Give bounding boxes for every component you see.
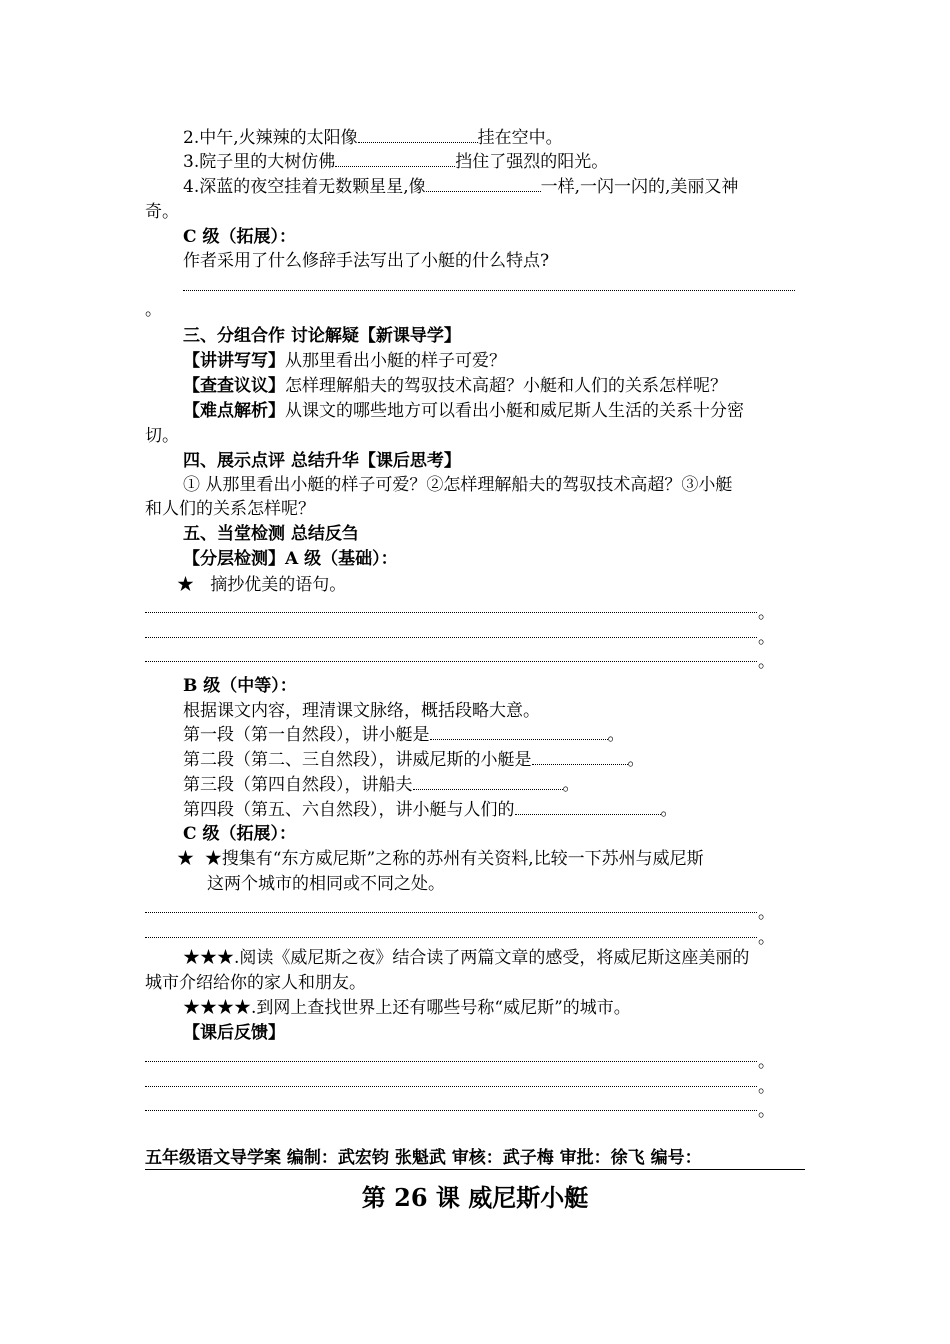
section-4-text: ① 从那里看出小艇的样子可爱？②怎样理解船夫的驾驭技术高超？③小艇 (183, 475, 733, 495)
answer-line[interactable] (145, 1110, 757, 1111)
section-3-cont: 切。 (145, 426, 179, 446)
summary-text: 第一段（第一自然段），讲小艇是 (183, 725, 430, 745)
summary-text: 第三段（第四自然段），讲船夫 (183, 775, 413, 795)
answer-blank[interactable] (426, 177, 541, 192)
a-level-heading: 【分层检测】A 级（基础）： (183, 549, 398, 569)
item-text: 怎样理解船夫的驾驭技术高超？小艇和人们的关系怎样呢？ (285, 376, 727, 396)
end-mark: 。 (758, 628, 775, 648)
star-task (177, 573, 346, 597)
c-level-question: 作者采用了什么修辞手法写出了小艇的什么特点? (183, 251, 550, 271)
end-mark: 。 (758, 652, 775, 672)
fill-item-4-cont: 奇。 (145, 202, 179, 222)
answer-line[interactable] (145, 937, 757, 938)
item-tag: 【难点解析】 (183, 401, 285, 421)
section-3-item (183, 349, 506, 373)
header-rule (145, 1169, 805, 1170)
fill-item-text: 2.中午,火辣辣的太阳像 (183, 128, 358, 148)
fill-item-4 (183, 175, 738, 199)
end-mark: 。 (758, 1101, 775, 1121)
answer-line[interactable] (145, 612, 757, 613)
answer-line[interactable] (183, 290, 795, 291)
task-text-cont: 这两个城市的相同或不同之处。 (207, 874, 445, 894)
star-task (177, 847, 704, 871)
summary-text: 。 (627, 750, 645, 770)
item-text: 从那里看出小艇的样子可爱？ (285, 351, 506, 371)
end-mark: 。 (758, 1052, 775, 1072)
star-icon: ★ (177, 849, 194, 869)
fill-item-text: 3.院子里的大树仿佛 (183, 152, 336, 172)
end-mark: 。 (758, 1077, 775, 1097)
end-mark: 。 (758, 928, 775, 948)
c-level-heading: C 级（拓展）： (183, 824, 296, 844)
answer-blank[interactable] (430, 725, 608, 740)
end-mark: 。 (758, 903, 775, 923)
c-level-heading: C 级（拓展）： (183, 227, 296, 247)
fill-item-text: 挡住了强烈的阳光。 (455, 152, 609, 172)
answer-blank[interactable] (532, 750, 628, 765)
b-level-intro: 根据课文内容，理清课文脉络，概括段略大意。 (183, 701, 540, 721)
item-text: 从课文的哪些地方可以看出小艇和威尼斯人生活的关系十分密 (285, 401, 744, 421)
answer-line[interactable] (145, 912, 757, 913)
fill-item-2 (183, 126, 563, 150)
worksheet-header-line: 五年级语文导学案 编制：武宏钧 张魁武 审核：武子梅 审批：徐飞 编号： (145, 1148, 702, 1168)
paragraph-summary (183, 773, 580, 797)
item-tag: 【讲讲写写】 (183, 351, 285, 371)
answer-blank[interactable] (413, 775, 563, 790)
summary-text: 。 (607, 725, 625, 745)
section-4-text-cont: 和人们的关系怎样呢？ (145, 499, 315, 519)
summary-text: 第四段（第五、六自然段），讲小艇与人们的 (183, 800, 515, 820)
lesson-title: 第 26 课 威尼斯小艇 (361, 1183, 589, 1212)
paragraph-summary (183, 748, 645, 772)
section-3-heading: 三、分组合作 讨论解疑【新课导学】 (183, 326, 461, 346)
summary-text: 。 (660, 800, 678, 820)
summary-text: 。 (562, 775, 580, 795)
task-text: 摘抄优美的语句。 (210, 575, 347, 595)
answer-blank[interactable] (335, 152, 455, 167)
section-5-heading: 五、当堂检测 总结反刍 (183, 524, 359, 544)
section-4-heading: 四、展示点评 总结升华【课后思考】 (183, 451, 461, 471)
task-text: ★★★★.到网上查找世界上还有哪些号称“威尼斯”的城市。 (183, 998, 631, 1018)
answer-line[interactable] (145, 1086, 757, 1087)
star-icon: ★ (177, 575, 194, 595)
section-3-item (183, 374, 727, 398)
answer-line[interactable] (145, 661, 757, 662)
fill-item-text: 挂在空中。 (477, 128, 563, 148)
answer-line[interactable] (145, 637, 757, 638)
task-text: ★搜集有“东方威尼斯”之称的苏州有关资料,比较一下苏州与威尼斯 (204, 849, 704, 869)
b-level-heading: B 级（中等）： (183, 676, 297, 696)
answer-line[interactable] (145, 1061, 757, 1062)
item-tag: 【查查议议】 (183, 376, 285, 396)
end-mark: 。 (145, 300, 162, 320)
end-mark: 。 (758, 603, 775, 623)
answer-blank[interactable] (358, 128, 478, 143)
summary-text: 第二段（第二、三自然段），讲威尼斯的小艇是 (183, 750, 532, 770)
fill-item-text: 一样,一闪一闪的,美丽又神 (540, 177, 739, 197)
task-text: ★★★.阅读《威尼斯之夜》结合读了两篇文章的感受，将威尼斯这座美丽的 (183, 948, 750, 968)
feedback-heading: 【课后反馈】 (183, 1023, 285, 1043)
fill-item-3 (183, 150, 608, 174)
fill-item-text: 4.深蓝的夜空挂着无数颗星星,像 (183, 177, 426, 197)
task-text-cont: 城市介绍给你的家人和朋友。 (145, 973, 366, 993)
paragraph-summary (183, 723, 625, 747)
paragraph-summary (183, 798, 678, 822)
section-3-item (183, 399, 744, 423)
answer-blank[interactable] (515, 800, 661, 815)
